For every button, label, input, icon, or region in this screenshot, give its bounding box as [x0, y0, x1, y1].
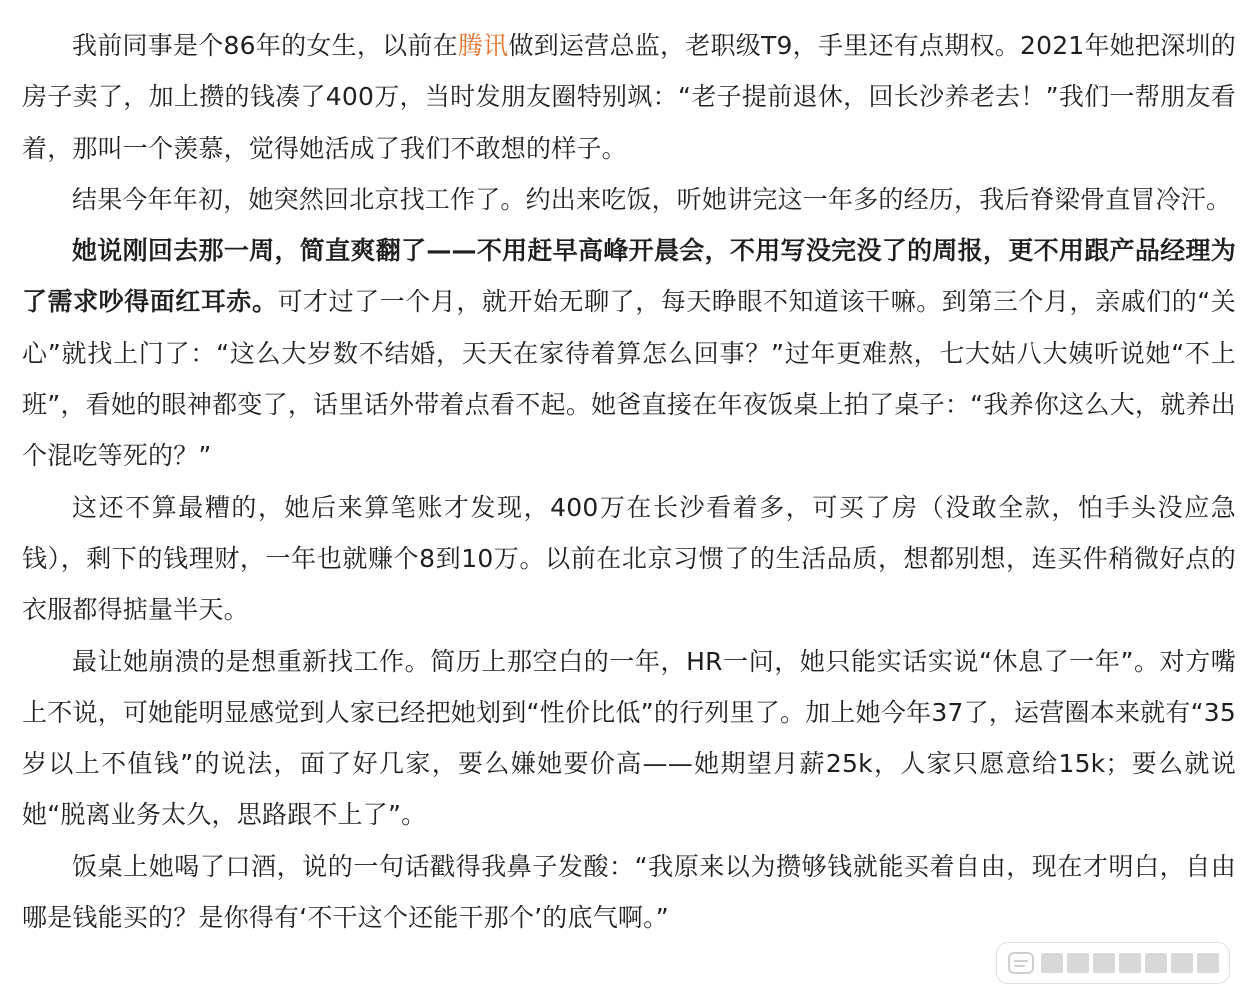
p3-text-1: 可才过了一个月，就开始无聊了，每天睁眼不知道该干嘛。到第三个月，亲戚们的“关心”就找上门了：“这么大岁数不结婚，天天在家待着算怎么回事？”过年更难熬，七大姑八大姨听说她“不上班”，看她的眼神都变了，话里话外带着点看不起。她爸直接在年夜饭桌上拍了桌子：“我养你这么大，就养出个混吃等死的？”: [22, 287, 1236, 471]
watermark-block: [1197, 953, 1219, 973]
watermark-block: [1145, 953, 1167, 973]
p1-text-1: 我前同事是个86年的女生，以前在: [72, 31, 458, 60]
paragraph-6: [22, 841, 1236, 944]
weibo-logo-icon: [1007, 949, 1035, 977]
p4-text-1: 这还不算最糟的，她后来算笔账才发现，400万在长沙看着多，可买了房（没敢全款，怕手头没应急钱），剩下的钱理财，一年也就赚个8到10万。以前在北京习惯了的生活品质，想都别想，连买件稍微好点的衣服都得掂量半天。: [22, 492, 1236, 625]
p6-text-1: 饭桌上她喝了口酒，说的一句话戳得我鼻子发酸：“我原来以为攒够钱就能买着自由，现在才明白，自由哪是钱能买的？是你得有‘不干这个还能干那个’的底气啊。”: [22, 851, 1236, 933]
paragraph-2: [22, 174, 1236, 225]
article-body: [22, 20, 1236, 943]
paragraph-1: [22, 20, 1236, 174]
watermark-block: [1093, 953, 1115, 973]
watermark-block: [1119, 953, 1141, 973]
p5-text-1: 最让她崩溃的是想重新找工作。简历上那空白的一年，HR一问，她只能实话实说“休息了一年”。对方嘴上不说，可她能明显感觉到人家已经把她划到“性价比低”的行列里了。加上她今年37了，运营圈本来就有“35岁以上不值钱”的说法，面了好几家，要么嫌她要价高——她期望月薪25k，人家只愿意给15k；要么就说她“脱离业务太久，思路跟不上了”。: [22, 646, 1236, 830]
paragraph-4: [22, 482, 1236, 636]
watermark-block: [1067, 953, 1089, 973]
watermark-block: [1171, 953, 1193, 973]
weibo-watermark: [996, 942, 1230, 984]
p1-text-2: 做到运营总监，老职级T9，手里还有点期权。2021年她把深圳的房子卖了，加上攒的钱凑了400万，当时发朋友圈特别飒：“老子提前退休，回长沙养老去！”我们一帮朋友看着，那叫一个羡慕，觉得她活成了我们不敢想的样子。: [22, 31, 1237, 163]
p3-bold-text: 她说刚回去那一周，简直爽翻了——不用赶早高峰开晨会，不用写没完没了的周报，更不用跟产品经理为了需求吵得面红耳赤。: [22, 236, 1236, 317]
p2-text-1: 结果今年年初，她突然回北京找工作了。约出来吃饭，听她讲完这一年多的经历，我后脊梁骨直冒冷汗。: [72, 184, 1232, 214]
watermark-blocks: [1041, 953, 1219, 973]
watermark-block: [1041, 953, 1063, 973]
paragraph-3: [22, 225, 1236, 481]
paragraph-5: [22, 636, 1236, 841]
tencent-link[interactable]: 腾讯: [457, 31, 509, 60]
